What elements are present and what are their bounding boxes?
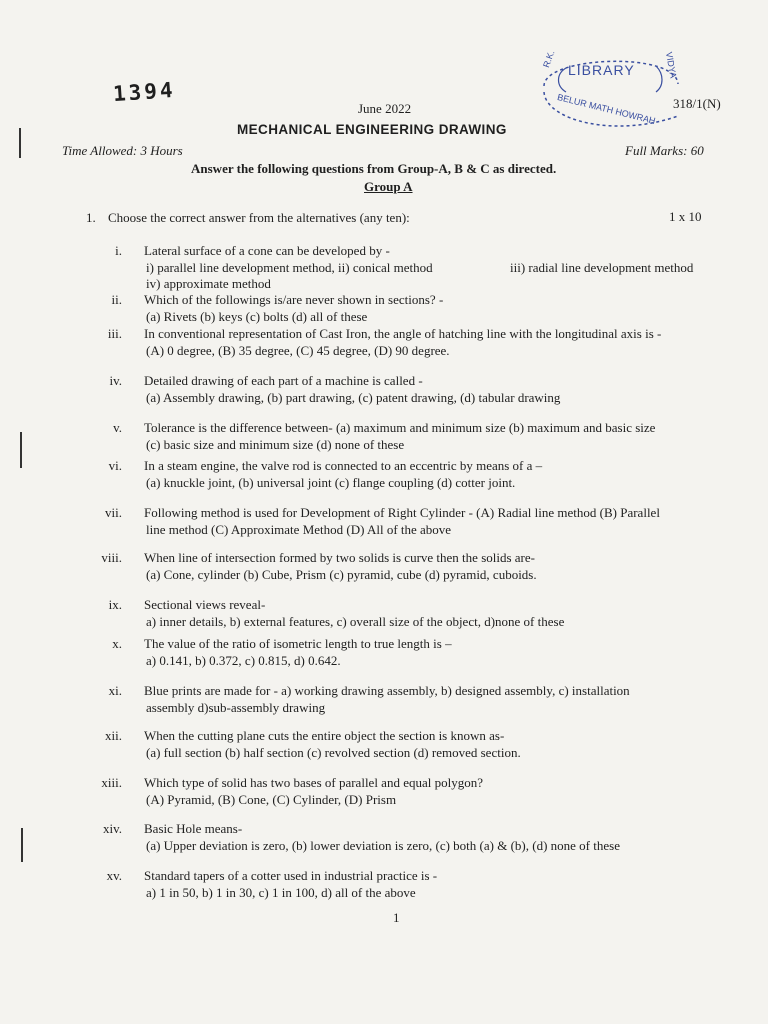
- question-options: (a) Assembly drawing, (b) part drawing, (c) patent drawing, (d) tabular drawing: [146, 389, 561, 405]
- question-stem: Which type of solid has two bases of parallel and equal polygon?: [144, 775, 483, 790]
- question-options: (a) Upper deviation is zero, (b) lower deviation is zero, (c) both (a) & (b), (d) none of these: [146, 837, 620, 853]
- page-number: 1: [393, 910, 400, 925]
- question-options: (A) Pyramid, (B) Cone, (C) Cylinder, (D) Prism: [146, 791, 397, 807]
- question-stem: In conventional representation of Cast Iron, the angle of hatching line with the longitudinal axis is -: [144, 326, 662, 341]
- question-options: (c) basic size and minimum size (d) none of these: [146, 436, 405, 452]
- question-options-extra: iii) radial line development method: [510, 259, 694, 275]
- instruction: Answer the following questions from Group-A, B & C as directed.: [191, 161, 557, 176]
- question-stem: Blue prints are made for - a) working drawing assembly, b) designed assembly, c) installation: [144, 683, 630, 698]
- question-options: a) 1 in 50, b) 1 in 30, c) 1 in 100, d) all of the above: [146, 884, 416, 900]
- question-stem: In a steam engine, the valve rod is connected to an eccentric by means of a –: [144, 458, 543, 473]
- question-options: a) inner details, b) external features, c) overall size of the object, d)none of these: [146, 613, 565, 629]
- question-options: a) 0.141, b) 0.372, c) 0.815, d) 0.642.: [146, 652, 341, 668]
- margin-mark: [21, 828, 23, 862]
- paper-title: MECHANICAL ENGINEERING DRAWING: [237, 122, 507, 137]
- library-stamp: [536, 46, 686, 138]
- group-heading: Group A: [364, 179, 413, 194]
- question-options: assembly d)sub-assembly drawing: [146, 699, 326, 715]
- question-stem: Tolerance is the difference between- (a) maximum and minimum size (b) maximum and basic size: [144, 420, 656, 435]
- question-item-number: ix.: [108, 597, 122, 612]
- question-item-number: xiii.: [101, 775, 122, 790]
- margin-mark: [19, 128, 21, 158]
- question-item-number: viii.: [101, 550, 122, 565]
- question-item-number: vii.: [105, 505, 122, 520]
- question-marks: 1 x 10: [669, 209, 702, 224]
- question-stem: When the cutting plane cuts the entire object the section is known as-: [144, 728, 505, 743]
- question-stem: Detailed drawing of each part of a machine is called -: [144, 373, 423, 388]
- question-stem: The value of the ratio of isometric length to true length is –: [144, 636, 452, 651]
- question-item-number: i.: [115, 243, 122, 258]
- question-options: i) parallel line development method, ii) conical method: [146, 259, 433, 275]
- question-stem: When line of intersection formed by two solids is curve then the solids are-: [144, 550, 535, 565]
- stamp-label: LIBRARY: [568, 62, 635, 78]
- question-options: iv) approximate method: [146, 276, 271, 291]
- exam-date: June 2022: [358, 101, 412, 116]
- handwritten-serial-number: 1394: [112, 77, 177, 107]
- question-stem: Standard tapers of a cotter used in industrial practice is -: [144, 868, 438, 883]
- question-options: (a) full section (b) half section (c) revolved section (d) removed section.: [146, 744, 521, 760]
- question-options: (A) 0 degree, (B) 35 degree, (C) 45 degree, (D) 90 degree.: [146, 342, 450, 358]
- question-stem: Following method is used for Development of Right Cylinder - (A) Radial line method (B) Parallel: [144, 505, 660, 520]
- stamp-text-left: R.K.: [541, 49, 557, 69]
- question-number: 1.: [86, 210, 96, 225]
- stamp-text-right: VIDYA: [663, 51, 679, 79]
- question-stem: Basic Hole means-: [144, 821, 243, 836]
- question-item-number: iii.: [107, 326, 122, 341]
- question-options: (a) Rivets (b) keys (c) bolts (d) all of these: [146, 308, 368, 324]
- question-stem: Sectional views reveal-: [144, 597, 266, 612]
- question-options: line method (C) Approximate Method (D) All of the above: [146, 521, 452, 537]
- question-item-number: ii.: [111, 292, 122, 307]
- question-item-number: xi.: [108, 683, 122, 698]
- question-item-number: vi.: [108, 458, 122, 473]
- question-item-number: x.: [112, 636, 122, 651]
- margin-mark: [20, 432, 22, 468]
- question-stem: Which of the followings is/are never shown in sections? -: [144, 292, 444, 307]
- time-allowed: Time Allowed: 3 Hours: [62, 143, 183, 158]
- question-stem: Lateral surface of a cone can be developed by -: [144, 243, 390, 258]
- full-marks: Full Marks: 60: [625, 143, 704, 158]
- question-item-number: xv.: [106, 868, 122, 883]
- question-options: (a) knuckle joint, (b) universal joint (c) flange coupling (d) cotter joint.: [146, 474, 516, 490]
- question-item-number: xiv.: [102, 821, 122, 836]
- question-options: (a) Cone, cylinder (b) Cube, Prism (c) pyramid, cube (d) pyramid, cuboids.: [146, 566, 537, 582]
- question-item-number: v.: [113, 420, 122, 435]
- question-text: Choose the correct answer from the alternatives (any ten):: [108, 210, 410, 225]
- paper-code: 318/1(N): [673, 96, 721, 111]
- question-item-number: xii.: [105, 728, 122, 743]
- stamp-text-bottom: BELUR MATH HOWRAH: [556, 91, 657, 127]
- question-item-number: iv.: [109, 373, 122, 388]
